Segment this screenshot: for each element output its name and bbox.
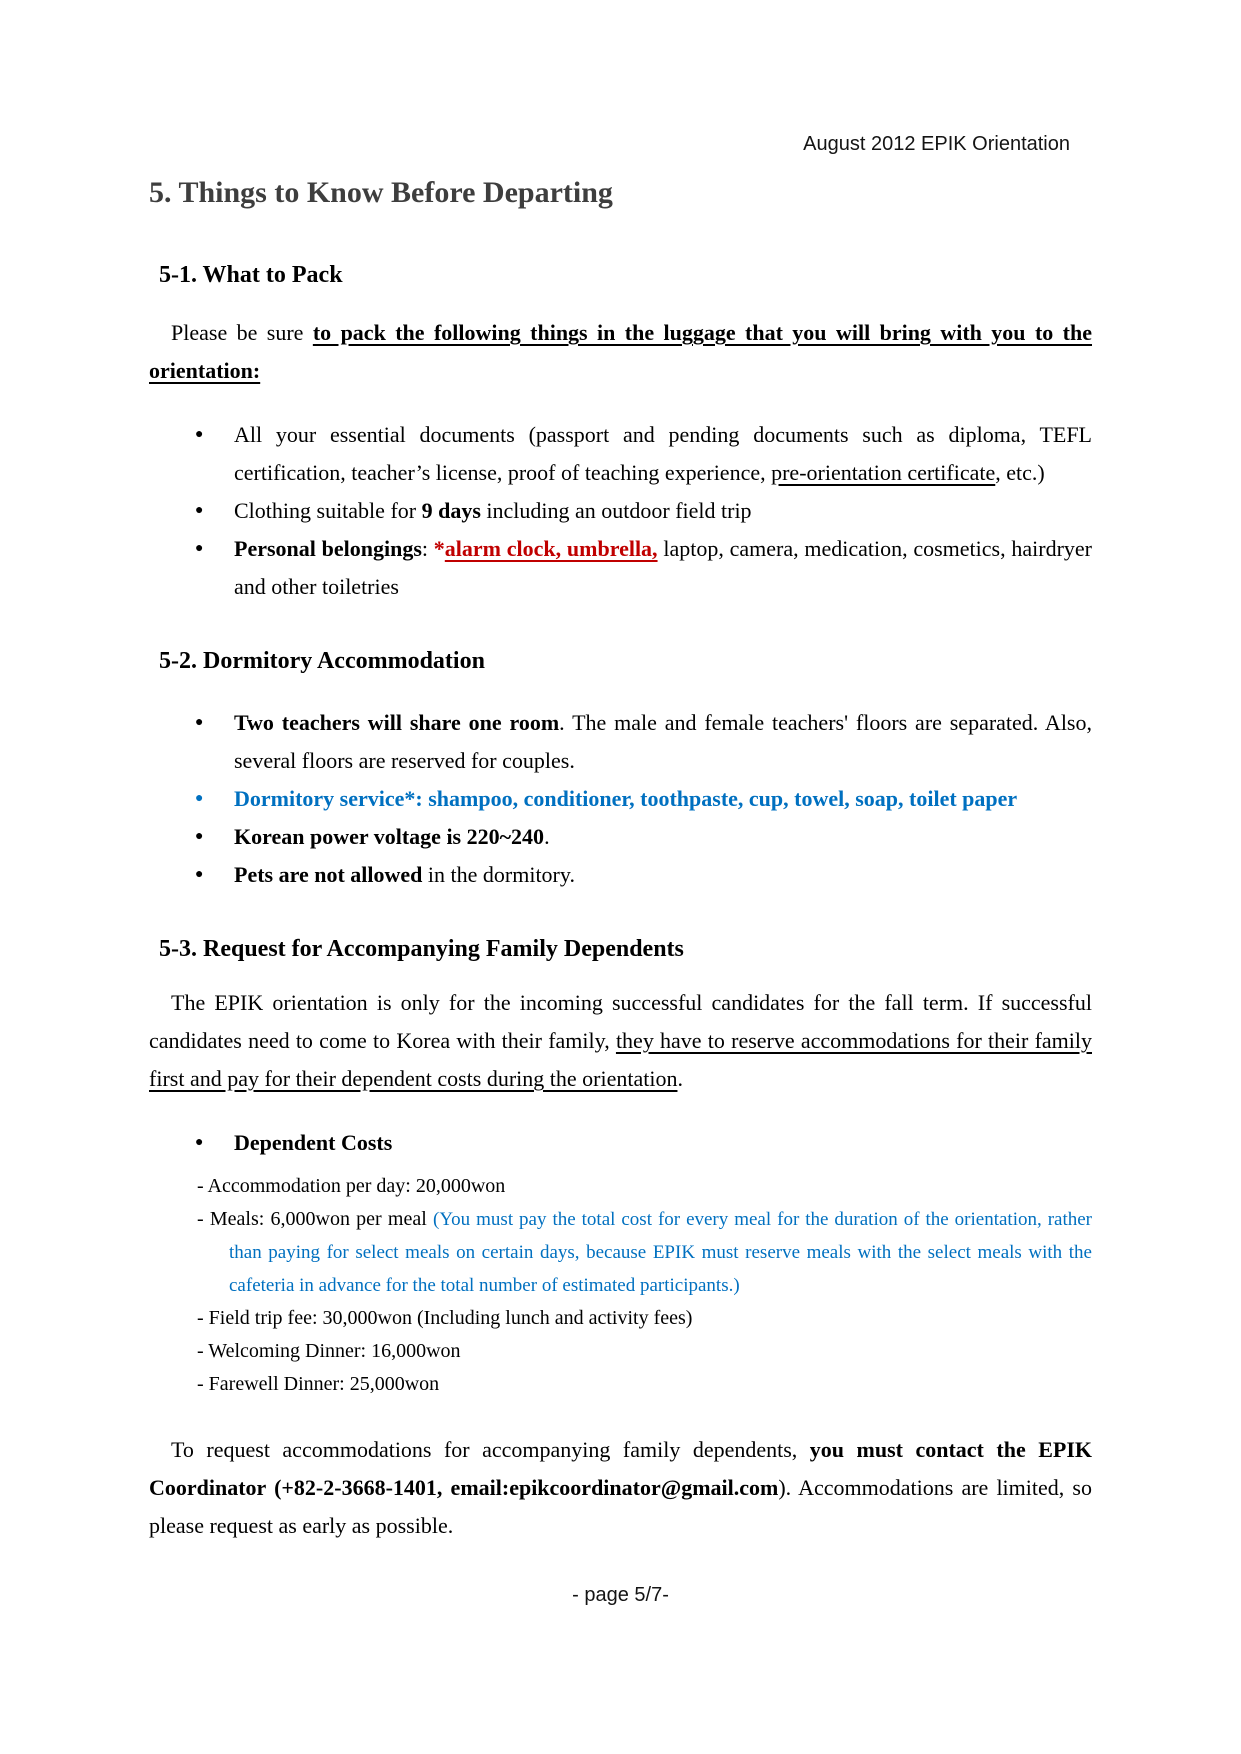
bullet-icon: ●	[195, 791, 204, 806]
page-header	[149, 130, 1092, 158]
section-5-2-heading: 5-2. Dormitory Accommodation	[159, 648, 485, 674]
bullet-icon: ●	[195, 427, 204, 442]
text-run: All your essential documents (passport and pending documents such as diploma, TEFL certification, teacher’s license, proof of teaching experience,	[234, 422, 1092, 485]
text-run: .	[544, 824, 550, 849]
page-footer	[149, 1581, 1092, 1609]
blue-bold-run: Dormitory service*: shampoo, conditioner, toothpaste, cup, towel, soap, toilet paper	[234, 786, 1018, 811]
bullet-icon: ●	[195, 829, 204, 844]
underline-run: pre-orientation certificate	[771, 460, 996, 485]
cost-item-welcoming-dinner: - Welcoming Dinner: 16,000won	[197, 1340, 461, 1362]
text-run: The EPIK orientation is only for the incoming successful candidates for the fall term. If successful candidates need to come to Korea with their family,	[149, 990, 1092, 1053]
bold-run: Korean power voltage is 220~240	[234, 824, 545, 849]
list-item-documents	[149, 416, 1092, 492]
page-number: - page 5/7-	[572, 1584, 669, 1606]
section-5-1-heading: 5-1. What to Pack	[159, 262, 343, 288]
text-run: .	[677, 1066, 683, 1091]
red-asterisk-run: *	[433, 536, 445, 561]
bullet-icon: ●	[195, 1135, 204, 1150]
text-run: in the dormitory.	[422, 862, 575, 887]
text-run: Clothing suitable for	[234, 498, 422, 523]
cost-item-farewell-dinner: - Farewell Dinner: 25,000won	[197, 1373, 440, 1395]
bold-run: Two teachers will share one room	[234, 710, 560, 735]
text-run: :	[421, 536, 434, 561]
bold-run: 9 days	[421, 498, 481, 523]
bold-run: Pets are not allowed	[234, 862, 423, 887]
bold-run: Dependent Costs	[234, 1130, 393, 1155]
family-dependents-paragraph	[149, 984, 1092, 1098]
bullet-icon: ●	[195, 715, 204, 730]
red-underline-run: alarm clock, umbrella,	[444, 536, 658, 561]
dormitory-list	[149, 704, 1092, 894]
section-5-3-heading: 5-3. Request for Accompanying Family Dependents	[159, 936, 684, 962]
header-text: August 2012 EPIK Orientation	[803, 133, 1070, 155]
text-run: laptop, camera, medication, cosmetics, hairdryer and other toiletries	[234, 536, 1092, 599]
blue-note-run: (You must pay the total cost for every meal for the duration of the orientation, rather than paying for select meals on certain days, because EPIK must reserve meals with the select meals with the cafeteria in advance for the total number of estimated participants.)	[229, 1209, 1092, 1296]
list-item-dormitory-service	[149, 780, 1092, 818]
contact-coordinator-paragraph	[149, 1431, 1092, 1545]
text-run: Please be sure	[171, 320, 313, 345]
packing-list	[149, 416, 1092, 606]
bold-underline-run: to pack the following things in the luggage that you will bring with you to the orientation:	[149, 320, 1092, 383]
list-item-power-voltage	[149, 818, 1092, 856]
text-run: ). Accommodations are limited, so please request as early as possible.	[149, 1475, 1092, 1538]
cost-item-field-trip: - Field trip fee: 30,000won (Including lunch and activity fees)	[197, 1307, 693, 1329]
list-item-room-sharing	[149, 704, 1092, 780]
bold-run: you must contact the EPIK Coordinator (+82-2-3668-1401, email:epikcoordinator@gmail.com	[149, 1437, 1092, 1500]
packing-intro-paragraph	[149, 314, 1092, 390]
list-item-pets	[149, 856, 1092, 894]
list-item-clothing	[149, 492, 1092, 530]
underline-run: they have to reserve accommodations for their family first and pay for their dependent costs during the orientation	[149, 1028, 1092, 1091]
text-run: . The male and female teachers' floors are separated. Also, several floors are reserved for couples.	[234, 710, 1092, 773]
text-run: To request accommodations for accompanying family dependents,	[171, 1437, 810, 1462]
bullet-icon: ●	[195, 503, 204, 518]
dependent-costs-heading	[149, 1124, 1092, 1162]
document-title: 5. Things to Know Before Departing	[149, 176, 613, 209]
list-item-personal-belongings	[149, 530, 1092, 606]
bullet-icon: ●	[195, 867, 204, 882]
cost-item-meals	[149, 1203, 1092, 1302]
text-run: , etc.)	[995, 460, 1045, 485]
cost-item-accommodation: - Accommodation per day: 20,000won	[197, 1175, 506, 1197]
bullet-icon: ●	[195, 541, 204, 556]
dependent-costs-list	[149, 1170, 1092, 1401]
text-run: including an outdoor field trip	[480, 498, 752, 523]
text-run: - Meals: 6,000won per meal	[197, 1208, 434, 1230]
bold-run: Personal belongings	[234, 536, 422, 561]
